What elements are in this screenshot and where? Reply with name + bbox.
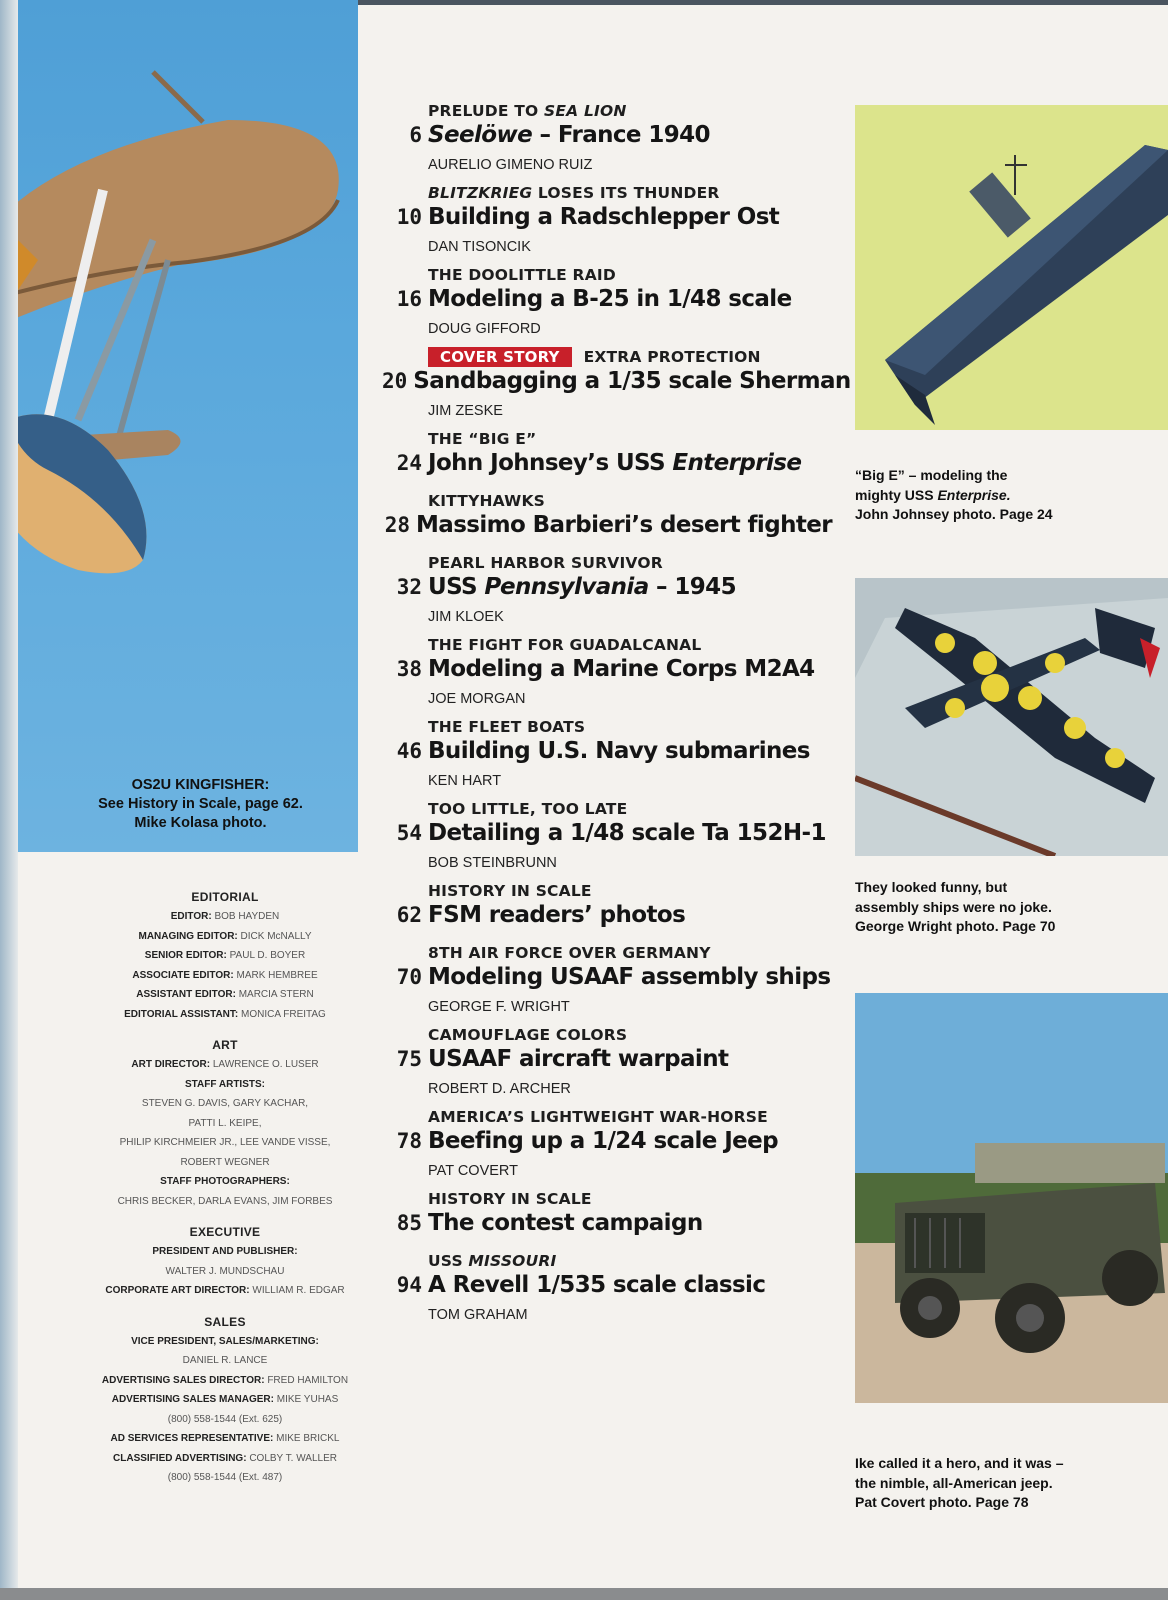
toc-kicker-italic: SEA LION [544,102,627,120]
toc-author: DOUG GIFFORD [428,321,541,337]
toc-title-row[interactable] [382,1210,832,1242]
caption-line: George Wright photo. Page 70 [855,918,1056,934]
toc-article-title[interactable] [428,286,792,312]
toc-title-row[interactable] [382,1128,832,1160]
toc-entry[interactable] [382,880,832,942]
toc-author: JIM ZESKE [428,403,503,419]
toc-kicker [428,552,832,574]
staff-masthead [80,890,370,1488]
toc-page-number: 28 [384,513,410,537]
masthead-role: STAFF ARTISTS: [185,1078,265,1090]
masthead-credit-line [80,1262,370,1282]
masthead-credit-line [80,907,370,927]
toc-title-text: Detailing a 1/48 scale Ta 152H-1 [428,820,826,846]
caption-line [855,486,1155,506]
toc-page-number: 32 [396,575,422,599]
kingfisher-photo [18,0,358,852]
masthead-role: AD SERVICES REPRESENTATIVE: [110,1433,274,1444]
toc-entry[interactable] [382,798,832,880]
masthead-section-heading: EXECUTIVE [189,1225,261,1239]
table-of-contents [382,100,851,1332]
masthead-name: ROBERT WEGNER [180,1156,270,1168]
toc-kicker [428,1188,832,1210]
masthead-name: (800) 558-1544 (Ext. 625) [167,1413,283,1425]
toc-title-text: Building U.S. Navy submarines [428,738,810,764]
masthead-credit-line [80,946,370,966]
masthead-credit-line [80,1172,370,1192]
toc-article-title[interactable] [428,820,826,846]
masthead-credit-line [80,966,370,986]
assembly-ship-illustration [855,578,1168,856]
toc-title-row[interactable] [382,902,832,934]
toc-page-number: 94 [396,1273,422,1297]
toc-entry[interactable] [382,1188,832,1250]
toc-entry[interactable] [382,1250,832,1332]
toc-kicker-text: PEARL HARBOR SURVIVOR [428,554,663,572]
masthead-role: ART DIRECTOR: [131,1059,211,1070]
caption-line: assembly ships were no joke. [855,898,1052,915]
masthead-name: PAUL D. BOYER [229,950,306,961]
toc-title-row[interactable] [382,122,832,154]
toc-title-row[interactable] [382,738,832,770]
carrier-caption [855,466,1155,525]
masthead-credit-line [80,1133,370,1153]
toc-author: JIM KLOEK [428,609,504,625]
toc-article-title[interactable] [428,204,779,230]
toc-kicker [428,182,832,204]
toc-title-text: – France 1940 [532,122,710,148]
toc-article-title[interactable] [428,574,736,600]
toc-kicker-text: EXTRA PROTECTION [583,348,761,366]
toc-title-row[interactable] [382,204,832,236]
caption-line: the nimble, all-American jeep. [855,1474,1053,1491]
caption-line: They looked funny, but [855,879,1008,895]
toc-author: TOM GRAHAM [428,1307,528,1323]
masthead-name: MONICA FREITAG [241,1008,326,1020]
toc-title-text: Modeling a B-25 in 1/48 scale [428,286,792,312]
caption-line: Mike Kolasa photo. [134,815,267,831]
toc-kicker-text: HISTORY IN SCALE [428,882,592,900]
masthead-name: MIKE BRICKL [276,1433,340,1444]
toc-entry[interactable] [382,100,832,182]
masthead-credit-line [80,1055,370,1075]
carrier-model-photo [855,105,1168,430]
masthead-role: CORPORATE ART DIRECTOR: [105,1285,250,1296]
toc-kicker-text: PRELUDE TO [428,102,544,120]
toc-title-row[interactable] [382,286,832,318]
toc-kicker [428,634,832,656]
masthead-name: WILLIAM R. EDGAR [252,1285,345,1296]
toc-title-row[interactable] [382,820,832,852]
toc-title-text: Massimo Barbieri’s desert fighter [415,512,832,538]
masthead-credit-line [80,1449,370,1469]
toc-page-number: 75 [396,1047,422,1071]
toc-page-number: 70 [396,965,422,989]
masthead-role: ASSISTANT EDITOR: [136,989,236,1000]
toc-title-row[interactable] [382,450,832,482]
toc-article-title[interactable] [413,368,850,394]
toc-entry[interactable] [382,1106,832,1188]
toc-kicker [428,1106,832,1128]
toc-article-title[interactable] [428,1128,778,1154]
masthead-credit-line [80,1192,370,1212]
jeep-caption [855,1454,1155,1513]
bomber-model-photo [855,578,1168,856]
toc-entry[interactable] [382,490,832,552]
masthead-role: STAFF PHOTOGRAPHERS: [160,1176,290,1187]
masthead-name: BOB HAYDEN [214,911,280,922]
toc-kicker [428,346,832,368]
toc-entry[interactable] [382,428,832,490]
toc-kicker [428,1024,832,1046]
binding-spine [0,0,18,1600]
bomber-caption [855,878,1155,937]
toc-entry[interactable] [382,264,832,346]
toc-kicker-text: TOO LITTLE, TOO LATE [428,800,628,818]
masthead-name: FRED HAMILTON [267,1374,349,1386]
masthead-role: ADVERTISING SALES DIRECTOR: [101,1374,265,1386]
toc-page-number: 20 [382,369,408,393]
toc-title-italic: Pennsylvania [484,574,649,600]
toc-article-title[interactable] [416,512,832,538]
toc-kicker [428,1250,832,1272]
masthead-credit-line [80,1468,370,1488]
toc-title-row[interactable] [382,964,832,996]
toc-kicker-text: THE “BIG E” [428,430,537,448]
toc-article-title[interactable] [428,1046,728,1072]
toc-kicker-text: KITTYHAWKS [428,492,546,510]
toc-page-number: 16 [396,287,422,311]
masthead-credit-line [80,1094,370,1114]
toc-page-number: 24 [396,451,422,475]
caption-ship-name: Enterprise. [937,486,1011,503]
masthead-name: CHRIS BECKER, DARLA EVANS, JIM FORBES [117,1195,333,1207]
toc-entry[interactable] [382,552,832,634]
toc-article-title[interactable] [428,1210,703,1236]
toc-title-text: Modeling a Marine Corps M2A4 [428,656,815,682]
toc-article-title[interactable] [428,1272,765,1298]
masthead-name: STEVEN G. DAVIS, GARY KACHAR, [141,1098,309,1109]
toc-author: GEORGE F. WRIGHT [428,999,570,1015]
toc-entry[interactable] [382,942,832,1024]
jeep-model-photo [855,993,1168,1403]
caption-line: “Big E” – modeling the [855,467,1008,483]
masthead-credit-line [80,1410,370,1430]
toc-author: AURELIO GIMENO RUIZ [428,157,593,173]
toc-page-number: 6 [409,123,422,147]
carrier-illustration [855,105,1168,430]
cover-story-badge: COVER STORY [428,347,572,367]
masthead-name: MARK HEMBREE [236,969,318,981]
masthead-credit-line [80,1332,370,1352]
masthead-credit-line [80,927,370,947]
toc-author: JOE MORGAN [428,691,526,707]
toc-entry[interactable] [382,716,832,798]
toc-author [428,934,832,942]
masthead-role: CLASSIFIED ADVERTISING: [113,1452,247,1464]
toc-author [428,482,832,490]
toc-title-text: USS [428,574,485,600]
toc-author: BOB STEINBRUNN [428,855,557,871]
toc-kicker [428,100,832,122]
toc-title-row[interactable] [382,1046,832,1078]
toc-page-number: 54 [396,821,422,845]
toc-kicker-text: THE FIGHT FOR GUADALCANAL [428,636,702,654]
toc-kicker [428,264,832,286]
toc-author: KEN HART [428,773,502,789]
toc-title-row[interactable] [382,574,832,606]
toc-title-text: John Johnsey’s USS [428,450,673,476]
toc-title-row[interactable] [382,512,832,544]
toc-author: ROBERT D. ARCHER [428,1081,571,1097]
toc-author: DAN TISONCIK [428,239,531,255]
masthead-role: MANAGING EDITOR: [138,930,238,942]
toc-page-number: 10 [396,205,422,229]
masthead-credit-line [80,1351,370,1371]
masthead-credit-line [80,1429,370,1449]
toc-entry[interactable] [382,346,851,428]
masthead-credit-line [80,1281,370,1301]
masthead-credit-line [80,1005,370,1025]
masthead-name: PATTI L. KEIPE, [188,1117,262,1129]
caption-line: John Johnsey photo. Page 24 [855,506,1053,522]
masthead-credit-line [80,1153,370,1173]
masthead-credit-line [80,1242,370,1262]
toc-kicker [428,490,832,512]
toc-title-row[interactable] [382,656,832,688]
toc-page-number: 62 [396,903,422,927]
kingfisher-caption [58,776,343,833]
masthead-name: MIKE YUHAS [276,1394,339,1405]
toc-kicker [428,716,832,738]
toc-title-text: A Revell 1/535 scale classic [428,1272,766,1298]
toc-kicker-text: LOSES ITS THUNDER [532,184,720,202]
masthead-credit-line [80,1075,370,1095]
toc-kicker-text: THE DOOLITTLE RAID [428,266,616,284]
masthead-role: VICE PRESIDENT, SALES/MARKETING: [131,1335,319,1347]
toc-entry[interactable] [382,634,832,716]
toc-kicker-text: THE FLEET BOATS [428,718,586,736]
toc-kicker-text: 8TH AIR FORCE OVER GERMANY [428,944,711,962]
toc-kicker [428,798,832,820]
masthead-role: ADVERTISING SALES MANAGER: [111,1394,274,1405]
bottom-edge [0,1588,1168,1600]
toc-title-text: USAAF aircraft warpaint [428,1046,729,1072]
toc-title-text: Modeling USAAF assembly ships [428,964,831,990]
caption-line: Ike called it a hero, and it was – [855,1455,1064,1471]
toc-kicker [428,942,832,964]
toc-title-text: Beefing up a 1/24 scale Jeep [428,1128,779,1154]
toc-page-number: 46 [396,739,422,763]
toc-kicker-italic: BLITZKRIEG [428,184,533,202]
toc-author [428,1242,832,1250]
toc-page-number: 78 [396,1129,422,1153]
kingfisher-aircraft-illustration [18,0,358,852]
masthead-section-heading: EDITORIAL [191,890,259,904]
masthead-name: COLBY T. WALLER [249,1452,337,1464]
toc-title-row[interactable] [382,1272,832,1304]
toc-author [428,544,832,552]
toc-title-text: Sandbagging a 1/35 scale Sherman [413,368,851,394]
masthead-name: DICK McNALLY [240,930,312,942]
toc-title-text: Building a Radschlepper Ost [428,204,780,230]
masthead-name: LAWRENCE O. LUSER [212,1059,319,1070]
masthead-credit-line [80,1114,370,1134]
toc-entry[interactable] [382,1024,832,1106]
caption-text: mighty USS [855,486,938,503]
toc-page-number: 85 [396,1211,422,1235]
masthead-section-heading: ART [212,1038,238,1052]
toc-kicker-text: HISTORY IN SCALE [428,1190,592,1208]
toc-article-title[interactable] [428,964,830,990]
caption-line: Pat Covert photo. Page 78 [855,1494,1029,1510]
caption-line: OS2U KINGFISHER: [131,777,270,793]
toc-article-title[interactable] [428,450,801,476]
toc-title-row[interactable] [382,368,851,400]
toc-kicker-text: AMERICA’S LIGHTWEIGHT WAR-HORSE [428,1108,768,1126]
masthead-role: EDITOR: [170,911,212,922]
masthead-role: PRESIDENT AND PUBLISHER: [152,1246,298,1257]
toc-kicker [428,428,832,450]
toc-entry[interactable] [382,182,832,264]
masthead-name: MARCIA STERN [238,989,314,1000]
masthead-name: WALTER J. MUNDSCHAU [165,1265,285,1277]
toc-title-text: – 1945 [648,574,736,600]
toc-page-number: 38 [396,657,422,681]
masthead-credit-line [80,1371,370,1391]
masthead-name: (800) 558-1544 (Ext. 487) [167,1472,283,1483]
masthead-credit-line [80,985,370,1005]
toc-kicker-text: USS [428,1252,469,1270]
toc-title-italic: Seelöwe [428,122,533,148]
toc-author: PAT COVERT [428,1163,518,1179]
masthead-name: DANIEL R. LANCE [182,1355,268,1366]
masthead-name: PHILIP KIRCHMEIER JR., LEE VANDE VISSE, [119,1137,331,1148]
toc-kicker-text: CAMOUFLAGE COLORS [428,1026,628,1044]
masthead-section-heading: SALES [204,1314,246,1329]
toc-title-text: FSM readers’ photos [428,902,686,928]
toc-kicker-italic: MISSOURI [468,1252,557,1270]
masthead-role: EDITORIAL ASSISTANT: [124,1008,239,1020]
masthead-credit-line [80,1390,370,1410]
masthead-role: ASSOCIATE EDITOR: [132,969,234,981]
toc-title-italic: Enterprise [672,450,802,476]
toc-article-title[interactable] [428,122,710,148]
toc-article-title[interactable] [428,902,685,928]
jeep-illustration [855,993,1168,1403]
toc-title-text: The contest campaign [428,1210,703,1236]
toc-kicker [428,880,832,902]
caption-line: See History in Scale, page 62. [98,796,303,812]
toc-article-title[interactable] [428,738,810,764]
masthead-role: SENIOR EDITOR: [144,950,227,961]
toc-article-title[interactable] [428,656,815,682]
